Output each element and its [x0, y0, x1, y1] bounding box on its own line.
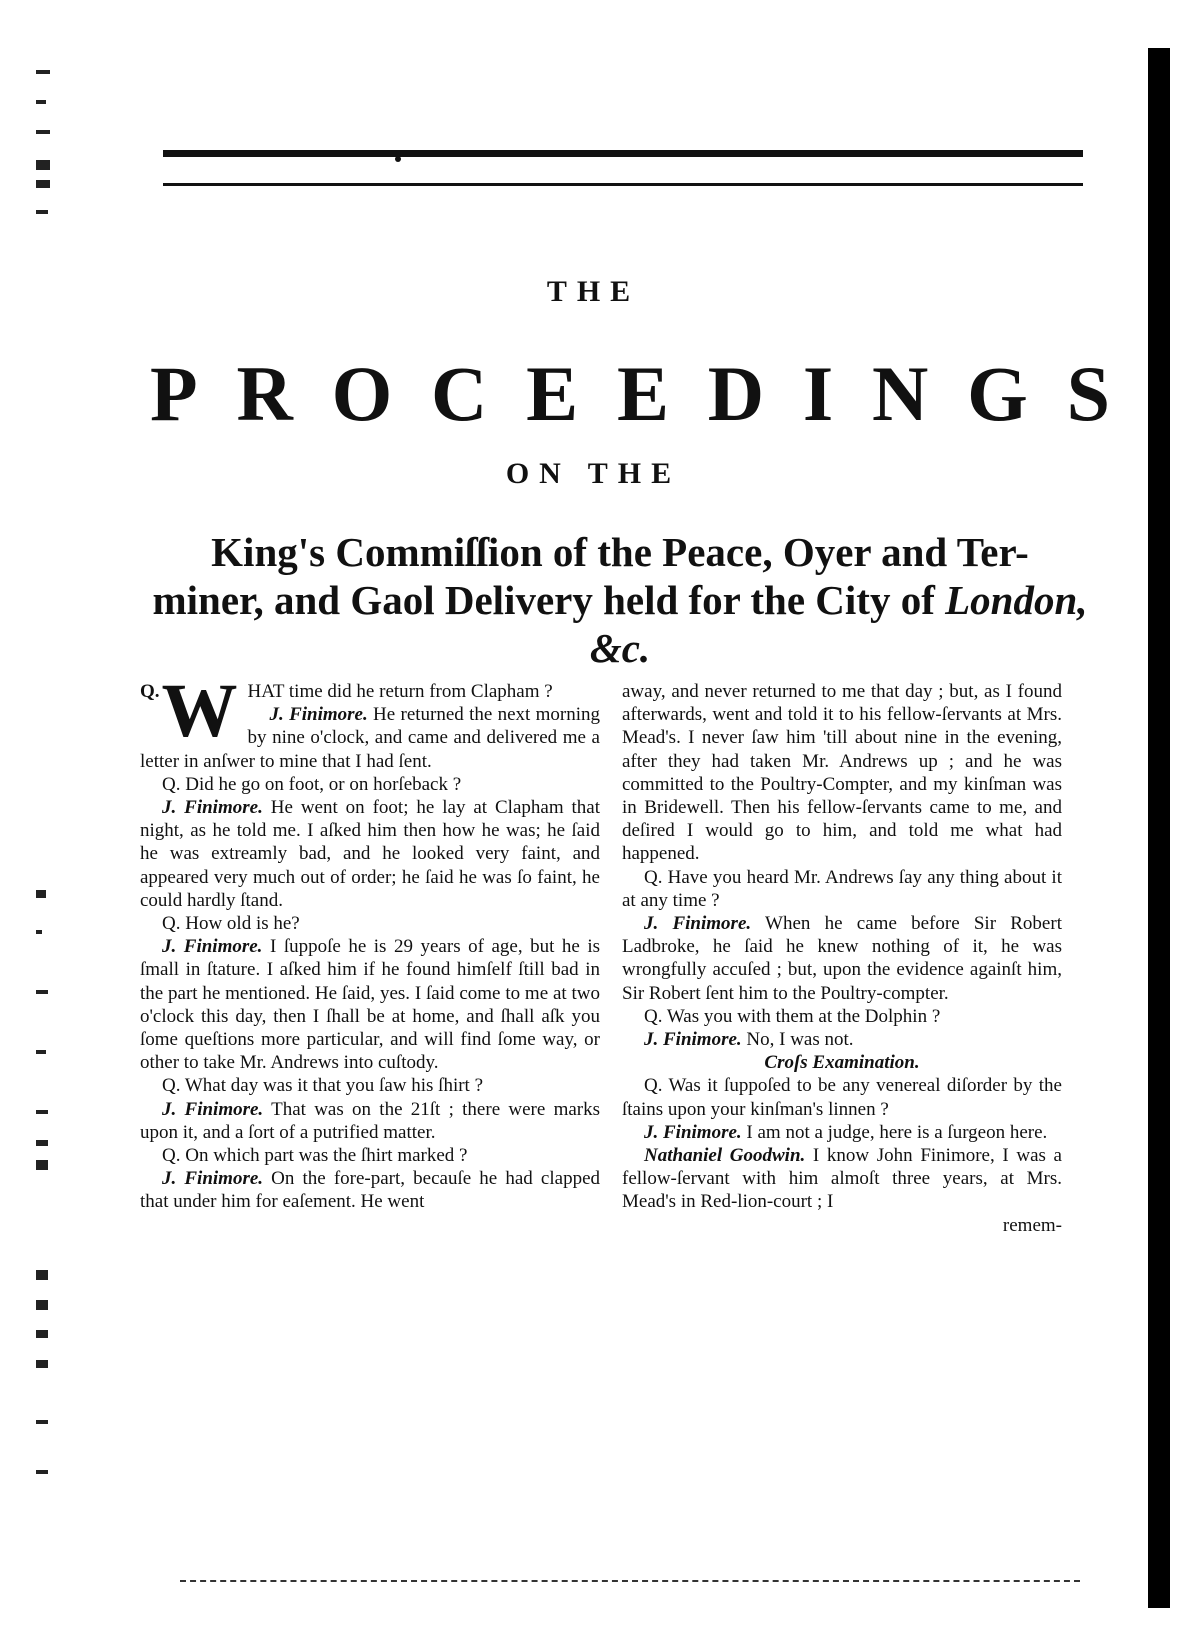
proceedings-letter: O	[331, 350, 393, 437]
subtitle-line-2	[140, 576, 1100, 672]
proceedings-letter: I	[802, 350, 834, 437]
document-subtitle	[140, 528, 1100, 672]
speaker-name: J. Finimore.	[162, 1168, 264, 1190]
text-paragraph	[622, 1144, 1062, 1214]
text-paragraph	[622, 866, 1062, 912]
page-bottom-mark	[180, 1580, 1080, 1584]
paragraph-text: On the fore-part, becauſe he had clapped that under him for eaſement. He went	[140, 1168, 600, 1213]
proceedings-letter: R	[236, 350, 293, 437]
text-paragraph	[622, 1121, 1062, 1144]
opening-text: HAT time did he return from Clapham ?	[247, 681, 553, 702]
paragraph-text: Q. How old is he?	[162, 913, 300, 935]
section-heading: Croſs Examination.	[764, 1052, 920, 1074]
opening-q: Q.	[140, 681, 160, 702]
proceedings-letter: P	[150, 350, 198, 437]
speaker-name: J. Finimore.	[644, 913, 752, 935]
text-paragraph	[622, 1005, 1062, 1028]
paragraph-text: He went on foot; he lay at Clapham that night, as he told me. I aſked him then how he was; he ſaid he was extreamly bad, and he looked very faint, and appeared very much out of order; he ſaid he was ſo faint, he could hardly ſtand.	[140, 797, 601, 911]
text-paragraph	[622, 680, 1062, 866]
subtitle-line-1: King's Commiſſion of the Peace, Oyer and Ter-	[211, 529, 1029, 575]
proceedings-letter: C	[431, 350, 488, 437]
subtitle-line-2-prefix: miner, and Gaol Delivery held for the City of	[152, 577, 935, 623]
text-paragraph	[140, 1144, 600, 1167]
paragraph-text: Q. On which part was the ſhirt marked ?	[162, 1145, 468, 1167]
subtitle-line-2-italic: London, &c.	[589, 577, 1088, 671]
speaker-name: J. Finimore.	[644, 1029, 742, 1051]
speaker-name: J. Finimore.	[162, 936, 263, 958]
proceedings-letter: N	[872, 350, 929, 437]
drop-cap: W	[161, 669, 238, 753]
paragraph-text: Q. What day was it that you ſaw his ſhirt ?	[162, 1075, 484, 1097]
speaker-name: J. Finimore.	[162, 1098, 264, 1120]
right-text-column	[622, 680, 1062, 1237]
text-paragraph	[622, 912, 1062, 1005]
paragraph-text: I ſuppoſe he is 29 years of age, but he is ſmall in ſtature. I aſked him if he found himſelf ſtill bad in the part he mentioned. He ſaid, yes. I ſaid come to me at two o'clock this day, then I ſhall be at home, and ſhall aſk you ſome queſtions more particular, and will find ſome way, or other to take Mr. Andrews into cuſtody.	[140, 936, 601, 1074]
proceedings-letter: E	[526, 350, 579, 437]
second-ornament-rule	[163, 183, 1083, 186]
paragraph-text: No, I was not.	[746, 1029, 854, 1051]
speaker-name: J. Finimore.	[269, 704, 368, 726]
text-paragraph	[140, 796, 600, 912]
text-paragraph	[140, 773, 600, 796]
speaker-name: J. Finimore.	[162, 797, 263, 819]
paragraph-text: When he came before Sir Robert Ladbroke, he ſaid he knew nothing of it, he was wrongfully accuſed ; but, upon the evidence againſt him, Sir Robert ſent him to the Poultry-compter.	[622, 913, 1062, 1004]
left-text-column	[140, 669, 601, 1214]
text-paragraph	[622, 1028, 1062, 1051]
catchword: remem-	[1002, 1214, 1062, 1236]
paragraph-text: Q. Have you heard Mr. Andrews ſay any thing about it at any time ?	[622, 866, 1062, 911]
heading-proceedings	[150, 350, 1110, 437]
paragraph-text: Q. Was you with them at the Dolphin ?	[644, 1005, 941, 1027]
heading-on-the: ON THE	[505, 457, 682, 490]
text-paragraph	[140, 1167, 600, 1213]
rule-dot	[395, 156, 401, 162]
paragraph-text: Q. Was it ſuppoſed to be any venereal diſorder by the ſtains upon your kinſman's linnen ?	[622, 1075, 1062, 1120]
proceedings-letter: D	[707, 350, 765, 437]
paragraph-text: I am not a judge, here is a ſurgeon here.	[746, 1121, 1048, 1143]
paragraph-text: I know John Finimore, I was a fellow-ſervant with him almoſt three years, at Mrs. Mead's in Red-lion-court ; I	[622, 1145, 1062, 1213]
proceedings-letter: S	[1066, 350, 1110, 437]
paragraph-text: He returned the next morning by nine o'clock, and came and delivered me a letter in anſwer to mine that I had ſent.	[140, 704, 601, 772]
text-paragraph	[140, 935, 600, 1074]
paragraph-text: Q. Did he go on foot, or on horſeback ?	[162, 773, 462, 795]
paragraph-text: That was on the 21ſt ; there were marks upon it, and a ſort of a putrified matter.	[140, 1098, 601, 1143]
proceedings-letter: G	[967, 350, 1028, 437]
text-paragraph	[140, 912, 600, 935]
speaker-name: J. Finimore.	[644, 1121, 742, 1143]
text-paragraph	[140, 1098, 600, 1144]
text-paragraph	[622, 1074, 1062, 1120]
top-ornament-rule	[163, 150, 1083, 157]
speaker-name: Nathaniel Goodwin.	[644, 1145, 806, 1167]
heading-the: THE	[546, 275, 641, 308]
text-paragraph	[140, 1074, 600, 1097]
paragraph-text: away, and never returned to me that day ; but, as I found afterwards, went and told it to his fellow-ſervants at Mrs. Mead's. I never ſaw him 'till about nine in the evening, after they had taken Mr. Andrews up ; and he was committed to the Poultry-Compter, and my kinſman was in Bridewell. Then his fellow-ſervants came to me, and deſired I would go to him, and told me what had happened.	[622, 681, 1062, 865]
proceedings-letter: E	[616, 350, 669, 437]
